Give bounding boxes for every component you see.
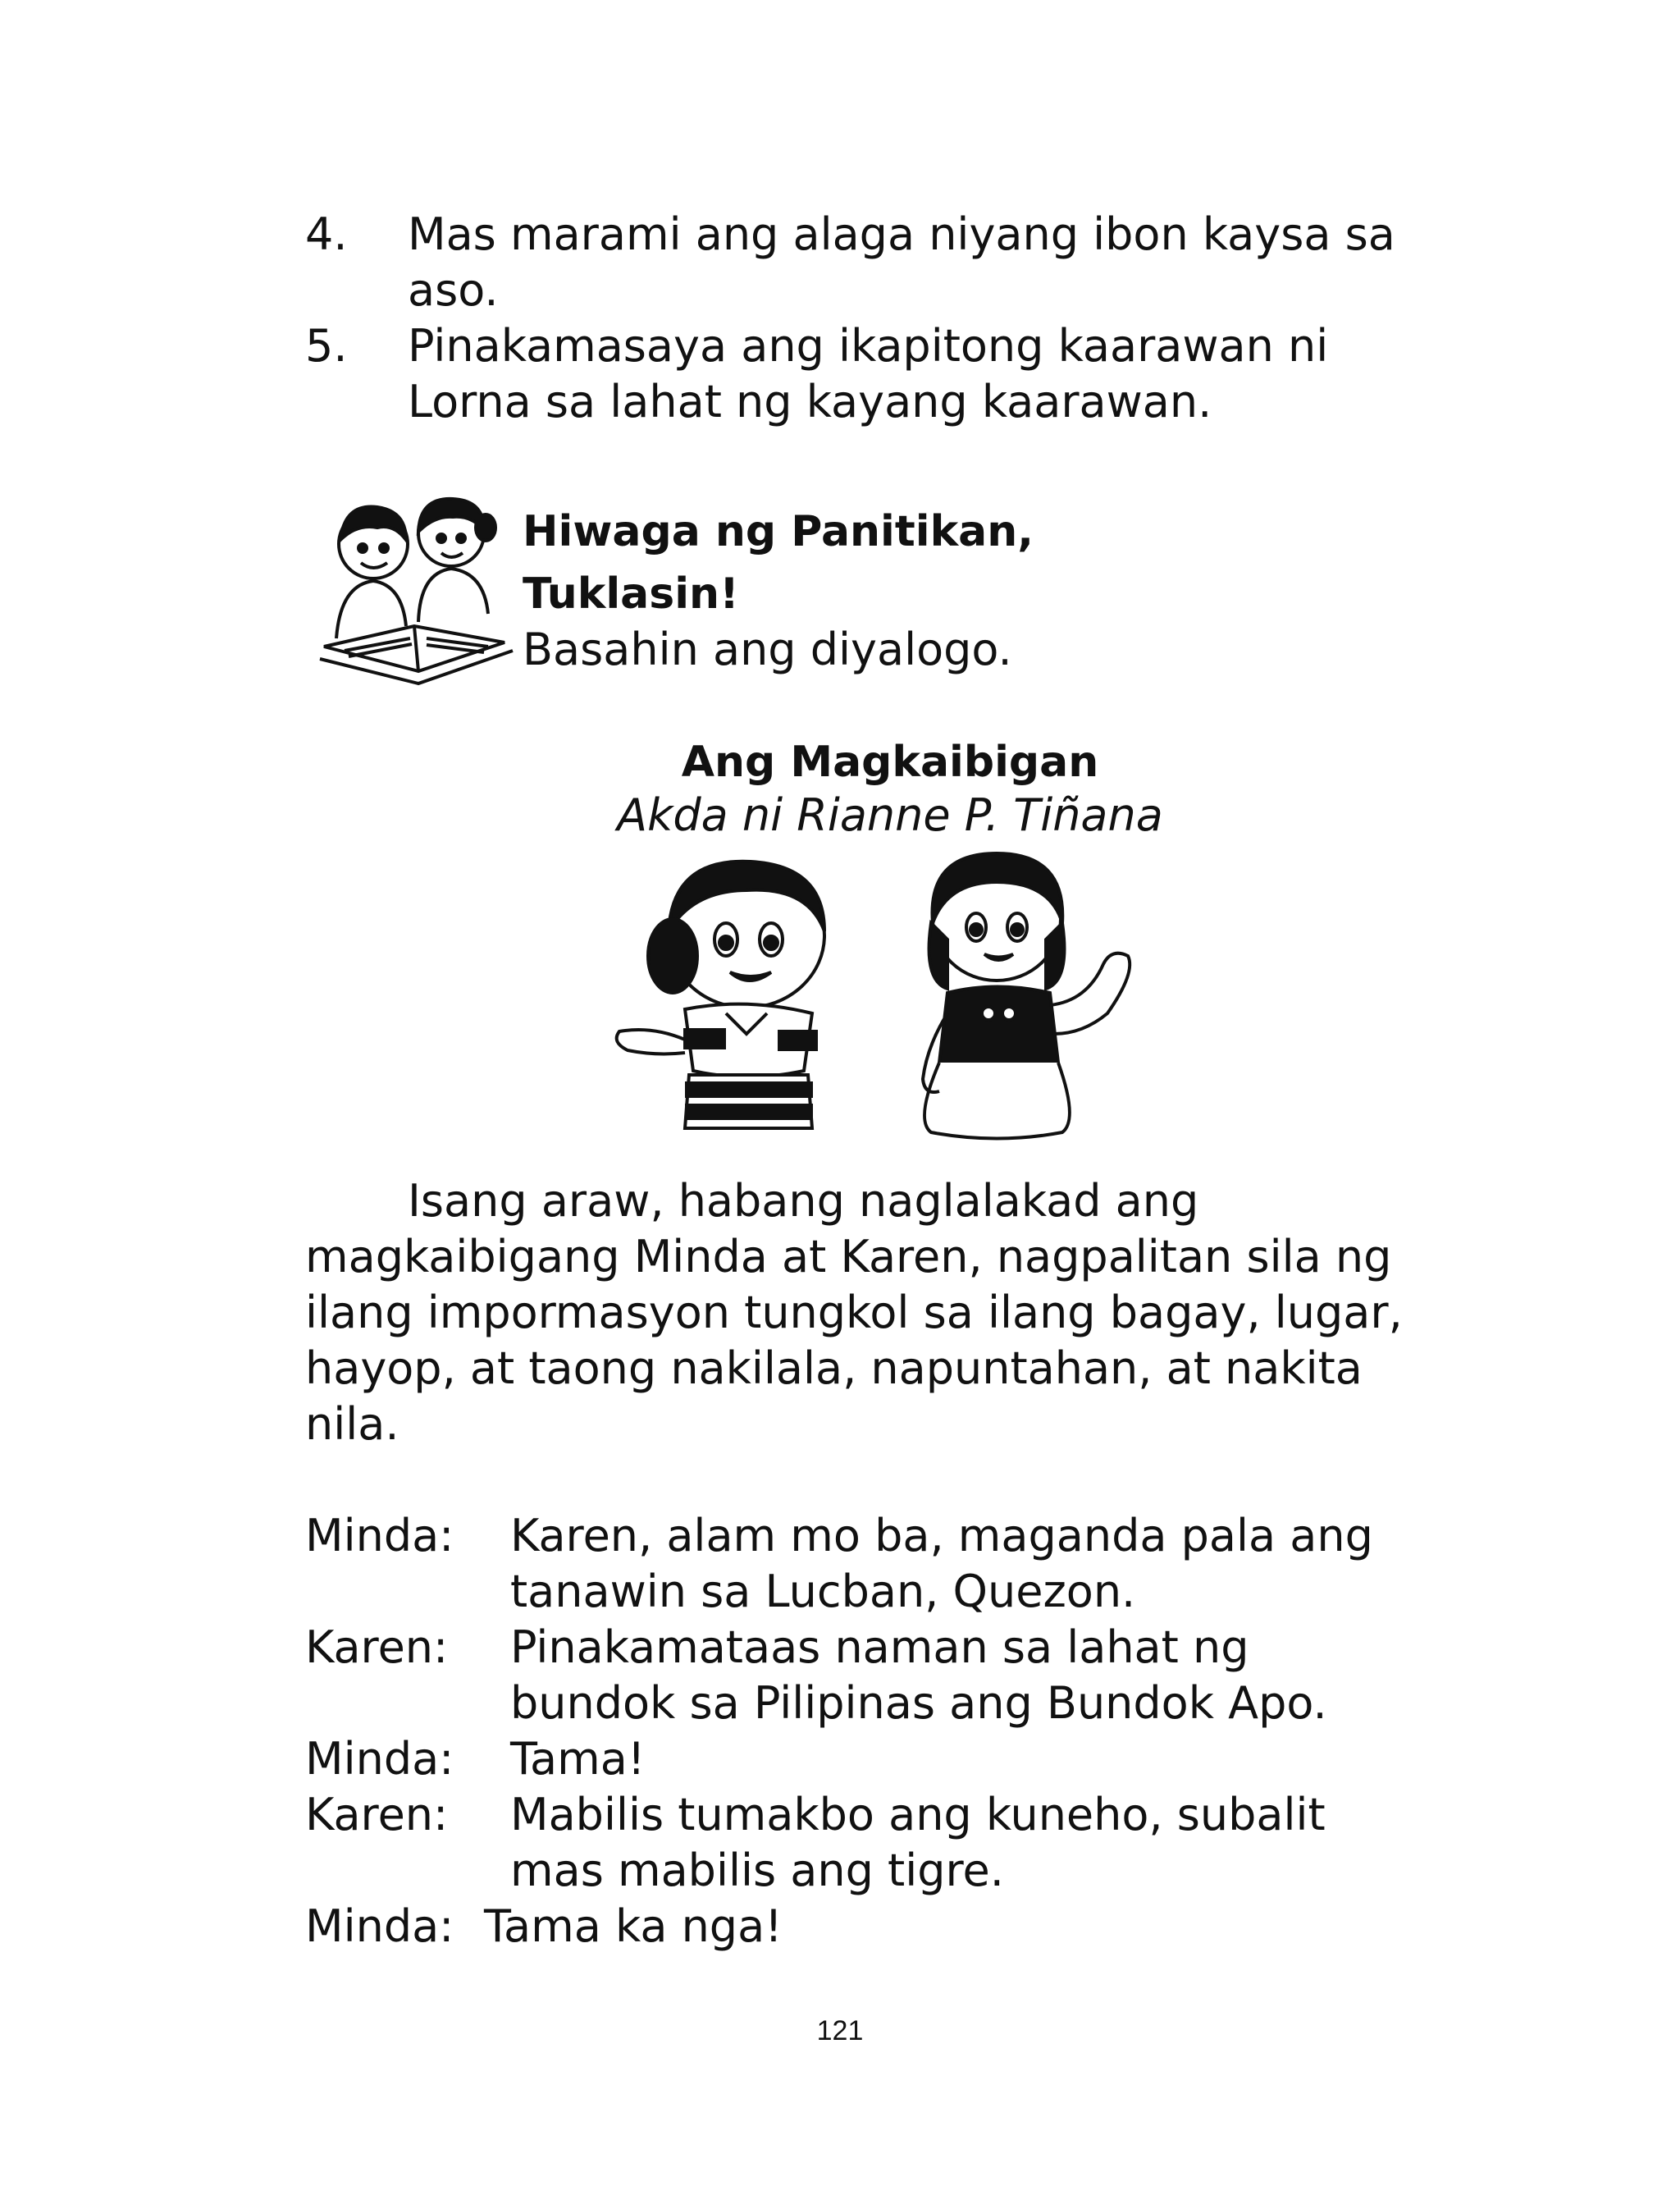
dialogue-line-1b: tanawin sa Lucban, Quezon.: [510, 1566, 1136, 1617]
dialogue-speaker-3: Minda:: [305, 1733, 454, 1785]
reading-children-icon: [312, 482, 517, 688]
dialogue-line-4a: Mabilis tumakbo ang kuneho, subalit: [510, 1789, 1326, 1840]
list-item-5-line-2: Lorna sa lahat ng kayang kaarawan.: [408, 376, 1212, 427]
dialogue-speaker-5: Minda:: [305, 1900, 454, 1952]
list-number-4: 4.: [305, 208, 348, 260]
dialogue-speaker-2: Karen:: [305, 1621, 449, 1673]
story-author: Akda ni Rianne P. Tiñana: [617, 789, 1163, 841]
story-title: Ang Magkaibigan: [681, 738, 1099, 787]
story-paragraph-line-3: ilang impormasyon tungkol sa ilang bagay, lugar,: [305, 1287, 1403, 1338]
dialogue-speaker-1: Minda:: [305, 1510, 454, 1561]
dialogue-line-5a: Tama ka nga!: [484, 1900, 783, 1952]
two-girls-illustration: [603, 849, 1161, 1145]
story-paragraph-line-5: nila.: [305, 1398, 399, 1450]
section-instruction: Basahin ang diyalogo.: [523, 624, 1012, 675]
list-item-5-line-1: Pinakamasaya ang ikapitong kaarawan ni: [408, 320, 1329, 372]
story-paragraph-line-2: magkaibigang Minda at Karen, nagpalitan sila ng: [305, 1231, 1392, 1282]
dialogue-line-4b: mas mabilis ang tigre.: [510, 1845, 1004, 1896]
list-number-5: 5.: [305, 320, 348, 372]
dialogue-line-2b: bundok sa Pilipinas ang Bundok Apo.: [510, 1677, 1327, 1729]
dialogue-line-1a: Karen, alam mo ba, maganda pala ang: [510, 1510, 1373, 1561]
story-paragraph-line-4: hayop, at taong nakilala, napuntahan, at nakita: [305, 1342, 1363, 1394]
dialogue-speaker-4: Karen:: [305, 1789, 449, 1840]
story-paragraph-line-1: Isang araw, habang naglalakad ang: [408, 1175, 1199, 1227]
reading-children-illustration: [312, 482, 517, 688]
section-heading-line-2: Tuklasin!: [523, 569, 739, 619]
page-number: 121: [816, 2015, 864, 2046]
dialogue-line-2a: Pinakamataas naman sa lahat ng: [510, 1621, 1249, 1673]
list-item-4-line-1: Mas marami ang alaga niyang ibon kaysa sa: [408, 208, 1395, 260]
friends-talking-icon: [603, 849, 1161, 1145]
dialogue-line-3a: Tama!: [510, 1733, 646, 1785]
list-item-4-line-2: aso.: [408, 264, 499, 316]
section-heading-line-1: Hiwaga ng Panitikan,: [523, 507, 1034, 556]
